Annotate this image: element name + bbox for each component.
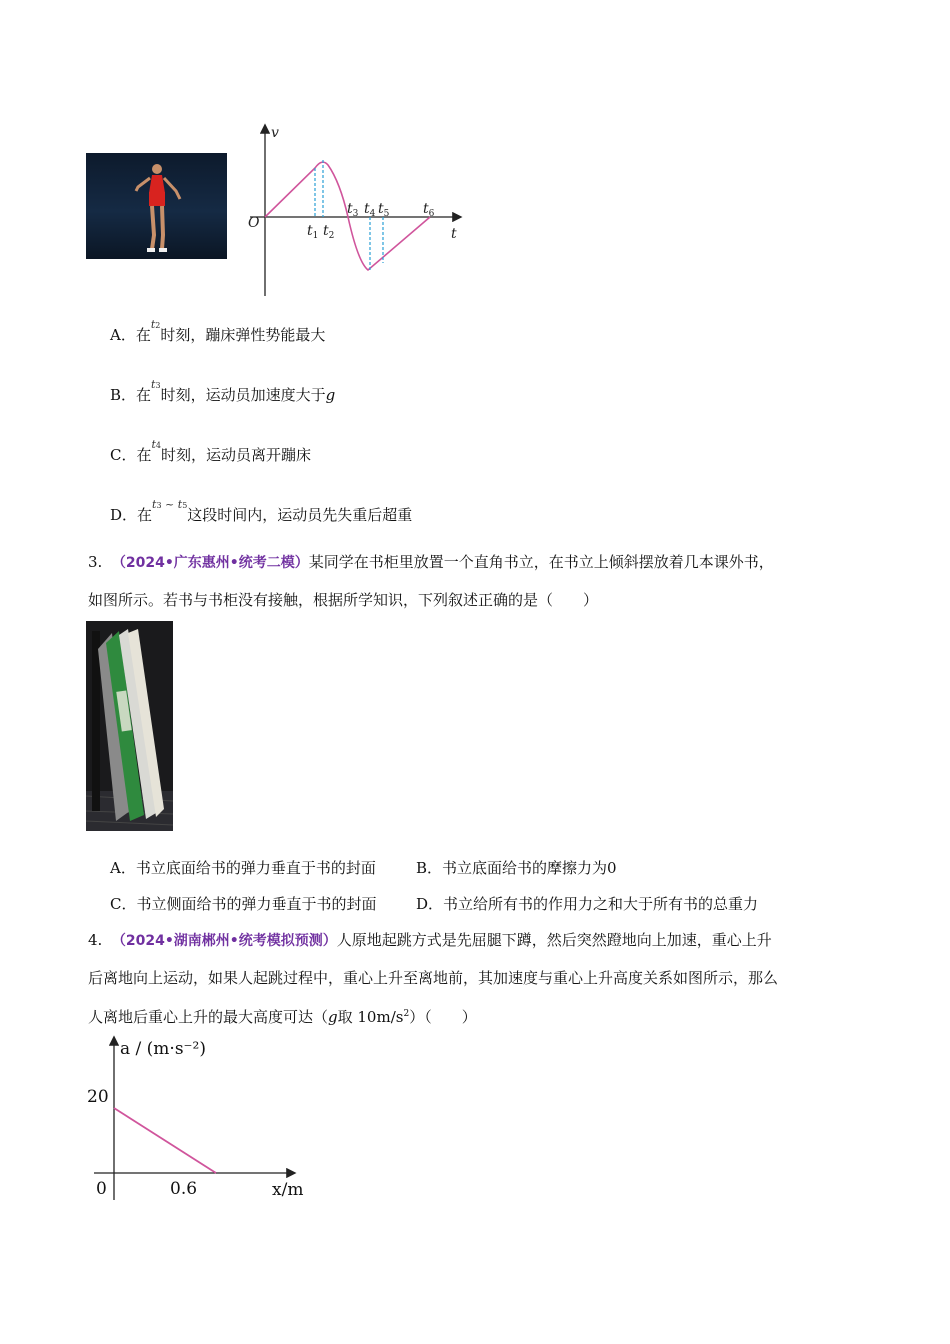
q3-option-d: D．书立给所有书的作用力之和大于所有书的总重力	[416, 895, 759, 913]
t-axis-label: t	[451, 226, 457, 242]
bookend-books-photo	[86, 621, 173, 831]
q2-option-b: B．在$^{t3}$时刻，运动员加速度大于g	[110, 378, 336, 404]
tick-t1: $t_1$	[307, 223, 319, 241]
books-figure	[86, 621, 173, 831]
q4-source: （2024•湖南郴州•统考模拟预测）	[111, 933, 337, 949]
q2-option-c: C．在$^{t4}$时刻，运动员离开蹦床	[110, 438, 312, 464]
q3-stem-line2: 如图所示。若书与书柜没有接触，根据所学知识，下列叙述正确的是（ ）	[88, 591, 599, 609]
q3-option-c: C．书立侧面给书的弹力垂直于书的封面	[110, 895, 377, 913]
acceleration-height-chart	[80, 1032, 330, 1207]
athlete-figure	[86, 153, 227, 259]
v-axis-label: v	[271, 125, 279, 141]
q3-option-a: A．书立底面给书的弹力垂直于书的封面	[110, 859, 376, 877]
q3-source: （2024•广东惠州•统考二模）	[111, 555, 309, 571]
q2-option-a: A．在$^{t2}$时刻，蹦床弹性势能最大	[110, 318, 326, 344]
tick-t2: $t_2$	[323, 223, 335, 241]
origin-label: O	[248, 215, 260, 231]
x-axis-label: x/m	[272, 1180, 304, 1200]
tick-t3: $t_3$	[347, 201, 359, 219]
y-tick-20: 20	[87, 1087, 109, 1107]
q3-option-b: B．书立底面给书的摩擦力为0	[416, 859, 617, 877]
y-axis-label: a / (m·s⁻²)	[120, 1039, 206, 1059]
velocity-time-graph	[240, 120, 470, 300]
q4-stem-line1: 4. （2024•湖南郴州•统考模拟预测）人原地起跳方式是先屈腿下蹲，然后突然蹬地向上加速，重心上升	[88, 931, 772, 949]
q4-stem-line2: 后离地向上运动，如果人起跳过程中，重心上升至离地前，其加速度与重心上升高度关系如图所示，那么	[88, 969, 779, 987]
q4-stem-line3: 人离地后重心上升的最大高度可达（g取 $10m/s^2$）（ ）	[88, 1008, 477, 1026]
tick-t6: $t_6$	[423, 201, 435, 219]
x-tick-0: 0	[96, 1179, 107, 1199]
q3-stem-line1: 3. （2024•广东惠州•统考二模）某同学在书柜里放置一个直角书立，在书立上倾斜摆放着几本课外书，	[88, 553, 774, 571]
a-x-line	[114, 1108, 216, 1173]
x-tick-0-6: 0.6	[170, 1179, 198, 1199]
tick-t5: $t_5$	[378, 201, 390, 219]
q2-option-d: D．在$^{t3 \sim t5}$这段时间内，运动员先失重后超重	[110, 498, 413, 524]
trampoline-athlete-photo	[86, 153, 227, 259]
tick-t4: $t_4$	[364, 201, 376, 219]
